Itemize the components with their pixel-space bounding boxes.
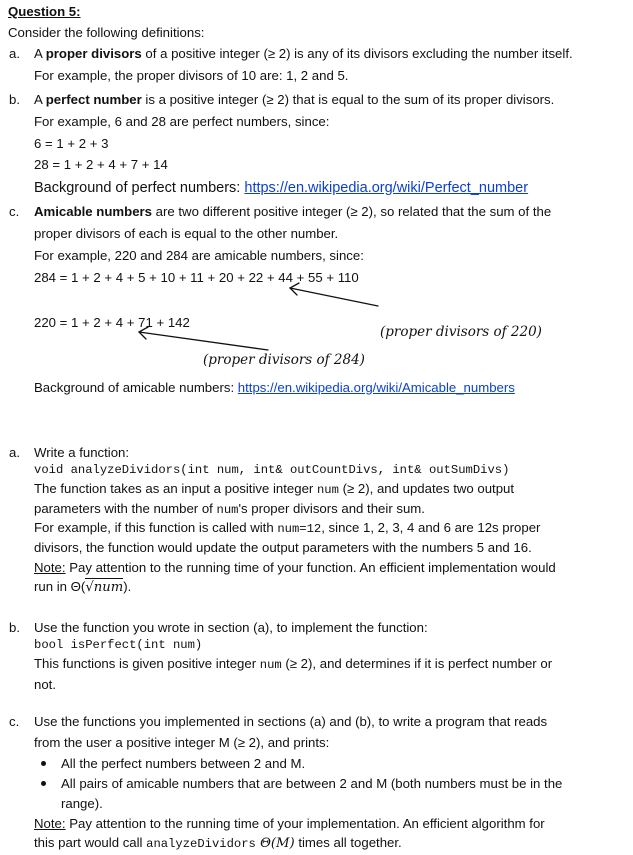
bullet-dot-2 xyxy=(41,781,46,786)
task-b-line3: This functions is given positive integer num (≥ 2), and determines if it is perfect number or xyxy=(34,656,553,672)
task-a-line1: Write a function: xyxy=(34,445,130,460)
def-c-line2: proper divisors of each is equal to the other number. xyxy=(34,226,339,241)
def-a-marker: a. xyxy=(9,46,20,61)
def-b-background: Background of perfect numbers: https://en.wikipedia.org/wiki/Perfect_number xyxy=(34,180,529,196)
def-c-eq2: 220 = 1 + 2 + 4 + 71 + 142 xyxy=(34,315,190,330)
def-a-line1: A proper divisors of a positive integer (≥ 2) is any of its divisors excluding the number itself. xyxy=(34,46,573,61)
task-a-signature: void analyzeDividors(int num, int& outCountDivs, int& outSumDivs) xyxy=(34,463,510,477)
task-b-marker: b. xyxy=(9,620,20,635)
def-b-eq2: 28 = 1 + 2 + 4 + 7 + 14 xyxy=(34,157,168,172)
def-b-marker: b. xyxy=(9,92,20,107)
task-c-line1: Use the functions you implemented in sections (a) and (b), to write a program that reads xyxy=(34,714,548,729)
def-b-eq1: 6 = 1 + 2 + 3 xyxy=(34,136,109,151)
def-c-eq1: 284 = 1 + 2 + 4 + 5 + 10 + 11 + 20 + 22 + 44 + 55 + 110 xyxy=(34,270,359,285)
question-title: Question 5: xyxy=(8,4,81,19)
task-c-marker: c. xyxy=(9,714,20,729)
task-a-line4: parameters with the number of num's proper divisors and their sum. xyxy=(34,501,425,517)
arrow-to-44 xyxy=(290,288,378,306)
task-c-bullet1: All the perfect numbers between 2 and M. xyxy=(61,756,306,771)
task-a-marker: a. xyxy=(9,445,20,460)
task-c-line7: this part would call analyzeDividors Θ(M) times all together. xyxy=(34,835,402,851)
def-b-line1: A perfect number is a positive integer (≥ 2) that is equal to the sum of its proper divisors. xyxy=(34,92,555,107)
bullet-dot-1 xyxy=(41,761,46,766)
task-a-line6: divisors, the function would update the output parameters with the numbers 5 and 16. xyxy=(34,540,532,555)
def-c-term: Amicable numbers xyxy=(34,204,152,219)
def-b-term: perfect number xyxy=(45,92,142,107)
def-c-background: Background of amicable numbers: https://en.wikipedia.org/wiki/Amicable_numbers xyxy=(34,380,515,395)
def-c-example: For example, 220 and 284 are amicable numbers, since: xyxy=(34,248,364,263)
def-c-marker: c. xyxy=(9,204,20,219)
def-c-line1: Amicable numbers are two different positive integer (≥ 2), so related that the sum of the xyxy=(34,204,552,219)
task-b-line1: Use the function you wrote in section (a), to implement the function: xyxy=(34,620,428,635)
task-a-note: Note: Pay attention to the running time of your function. An efficient implementation would xyxy=(34,560,556,575)
def-b-example: For example, 6 and 28 are perfect numbers, since: xyxy=(34,114,330,129)
task-a-line3: The function takes as an input a positive integer num (≥ 2), and updates two output xyxy=(34,481,515,497)
task-b-line4: not. xyxy=(34,677,56,692)
def-a-term: proper divisors xyxy=(45,46,142,61)
task-b-signature: bool isPerfect(int num) xyxy=(34,638,203,652)
intro-text: Consider the following definitions: xyxy=(8,25,205,40)
perfect-number-link[interactable]: https://en.wikipedia.org/wiki/Perfect_number xyxy=(244,180,529,196)
task-c-bullet2b: range). xyxy=(61,796,103,811)
task-c-note: Note: Pay attention to the running time of your implementation. An efficient algorithm for xyxy=(34,816,545,831)
task-c-line2: from the user a positive integer M (≥ 2), and prints: xyxy=(34,735,330,750)
arrow-to-71 xyxy=(139,332,268,350)
annotation-divisors-220: (proper divisors of 220) xyxy=(380,324,542,340)
task-c-bullet2a: All pairs of amicable numbers that are between 2 and M (both numbers must be in the xyxy=(61,776,563,791)
task-a-line8: run in Θ(√num). xyxy=(34,579,132,595)
def-a-example: For example, the proper divisors of 10 are: 1, 2 and 5. xyxy=(34,68,349,83)
task-a-line5: For example, if this function is called with num=12, since 1, 2, 3, 4 and 6 are 12s proper xyxy=(34,520,541,536)
sqrt-num-math: √num xyxy=(85,580,124,595)
amicable-number-link[interactable]: https://en.wikipedia.org/wiki/Amicable_numbers xyxy=(237,380,515,395)
annotation-divisors-284: (proper divisors of 284) xyxy=(203,352,365,368)
